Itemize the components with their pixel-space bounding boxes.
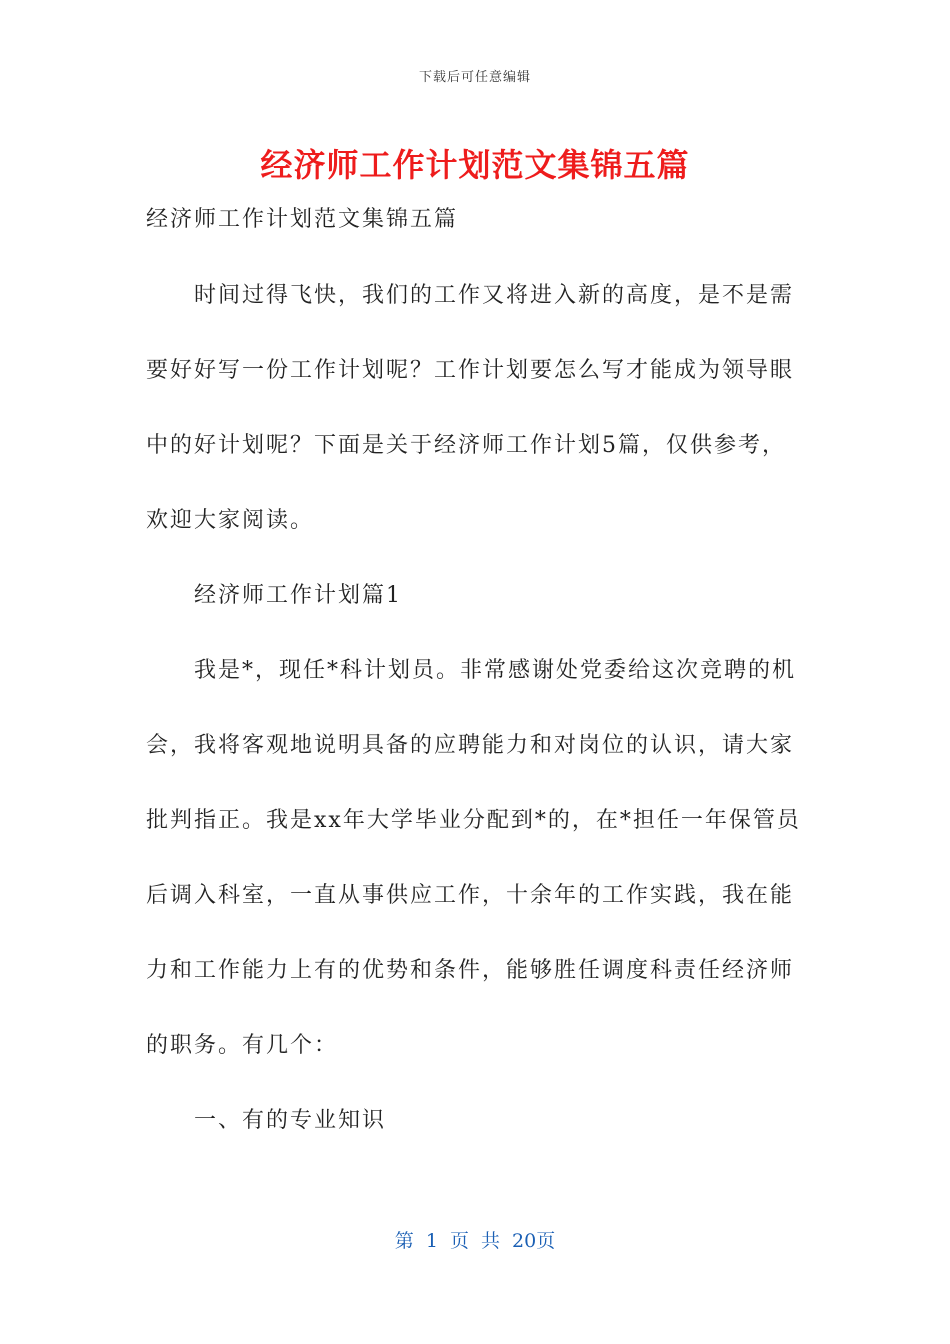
point-1-heading: 一、有的专业知识 bbox=[194, 1108, 387, 1133]
section-1-paragraph: 我是*，现任*科计划员。非常感谢处党委给这次竞聘的机会，我将客观地说明具备的应聘能力和对岗位的认识，请大家批判指正。我是xx年大学毕业分配到*的，在*担任一年保管员后调入科室，一直从事供应工作，十余年的工作实践，我在能力和工作能力上有的优势和条件，能够胜任调度科责任经济师的职务。有几个： bbox=[146, 658, 801, 1058]
document-subtitle: 经济师工作计划范文集锦五篇 bbox=[146, 207, 459, 232]
document-title: 经济师工作计划范文集锦五篇 bbox=[260, 146, 690, 184]
page-footer: 第 1 页 共 20页 bbox=[394, 1230, 556, 1252]
section-1-heading: 经济师工作计划篇1 bbox=[194, 583, 402, 608]
header-note: 下载后可任意编辑 bbox=[418, 70, 531, 85]
document-body bbox=[146, 196, 806, 1158]
intro-paragraph: 时间过得飞快，我们的工作又将进入新的高度，是不是需要好好写一份工作计划呢？工作计划要怎么写才能成为领导眼中的好计划呢？下面是关于经济师工作计划5篇，仅供参考，欢迎大家阅读。 bbox=[146, 283, 795, 533]
